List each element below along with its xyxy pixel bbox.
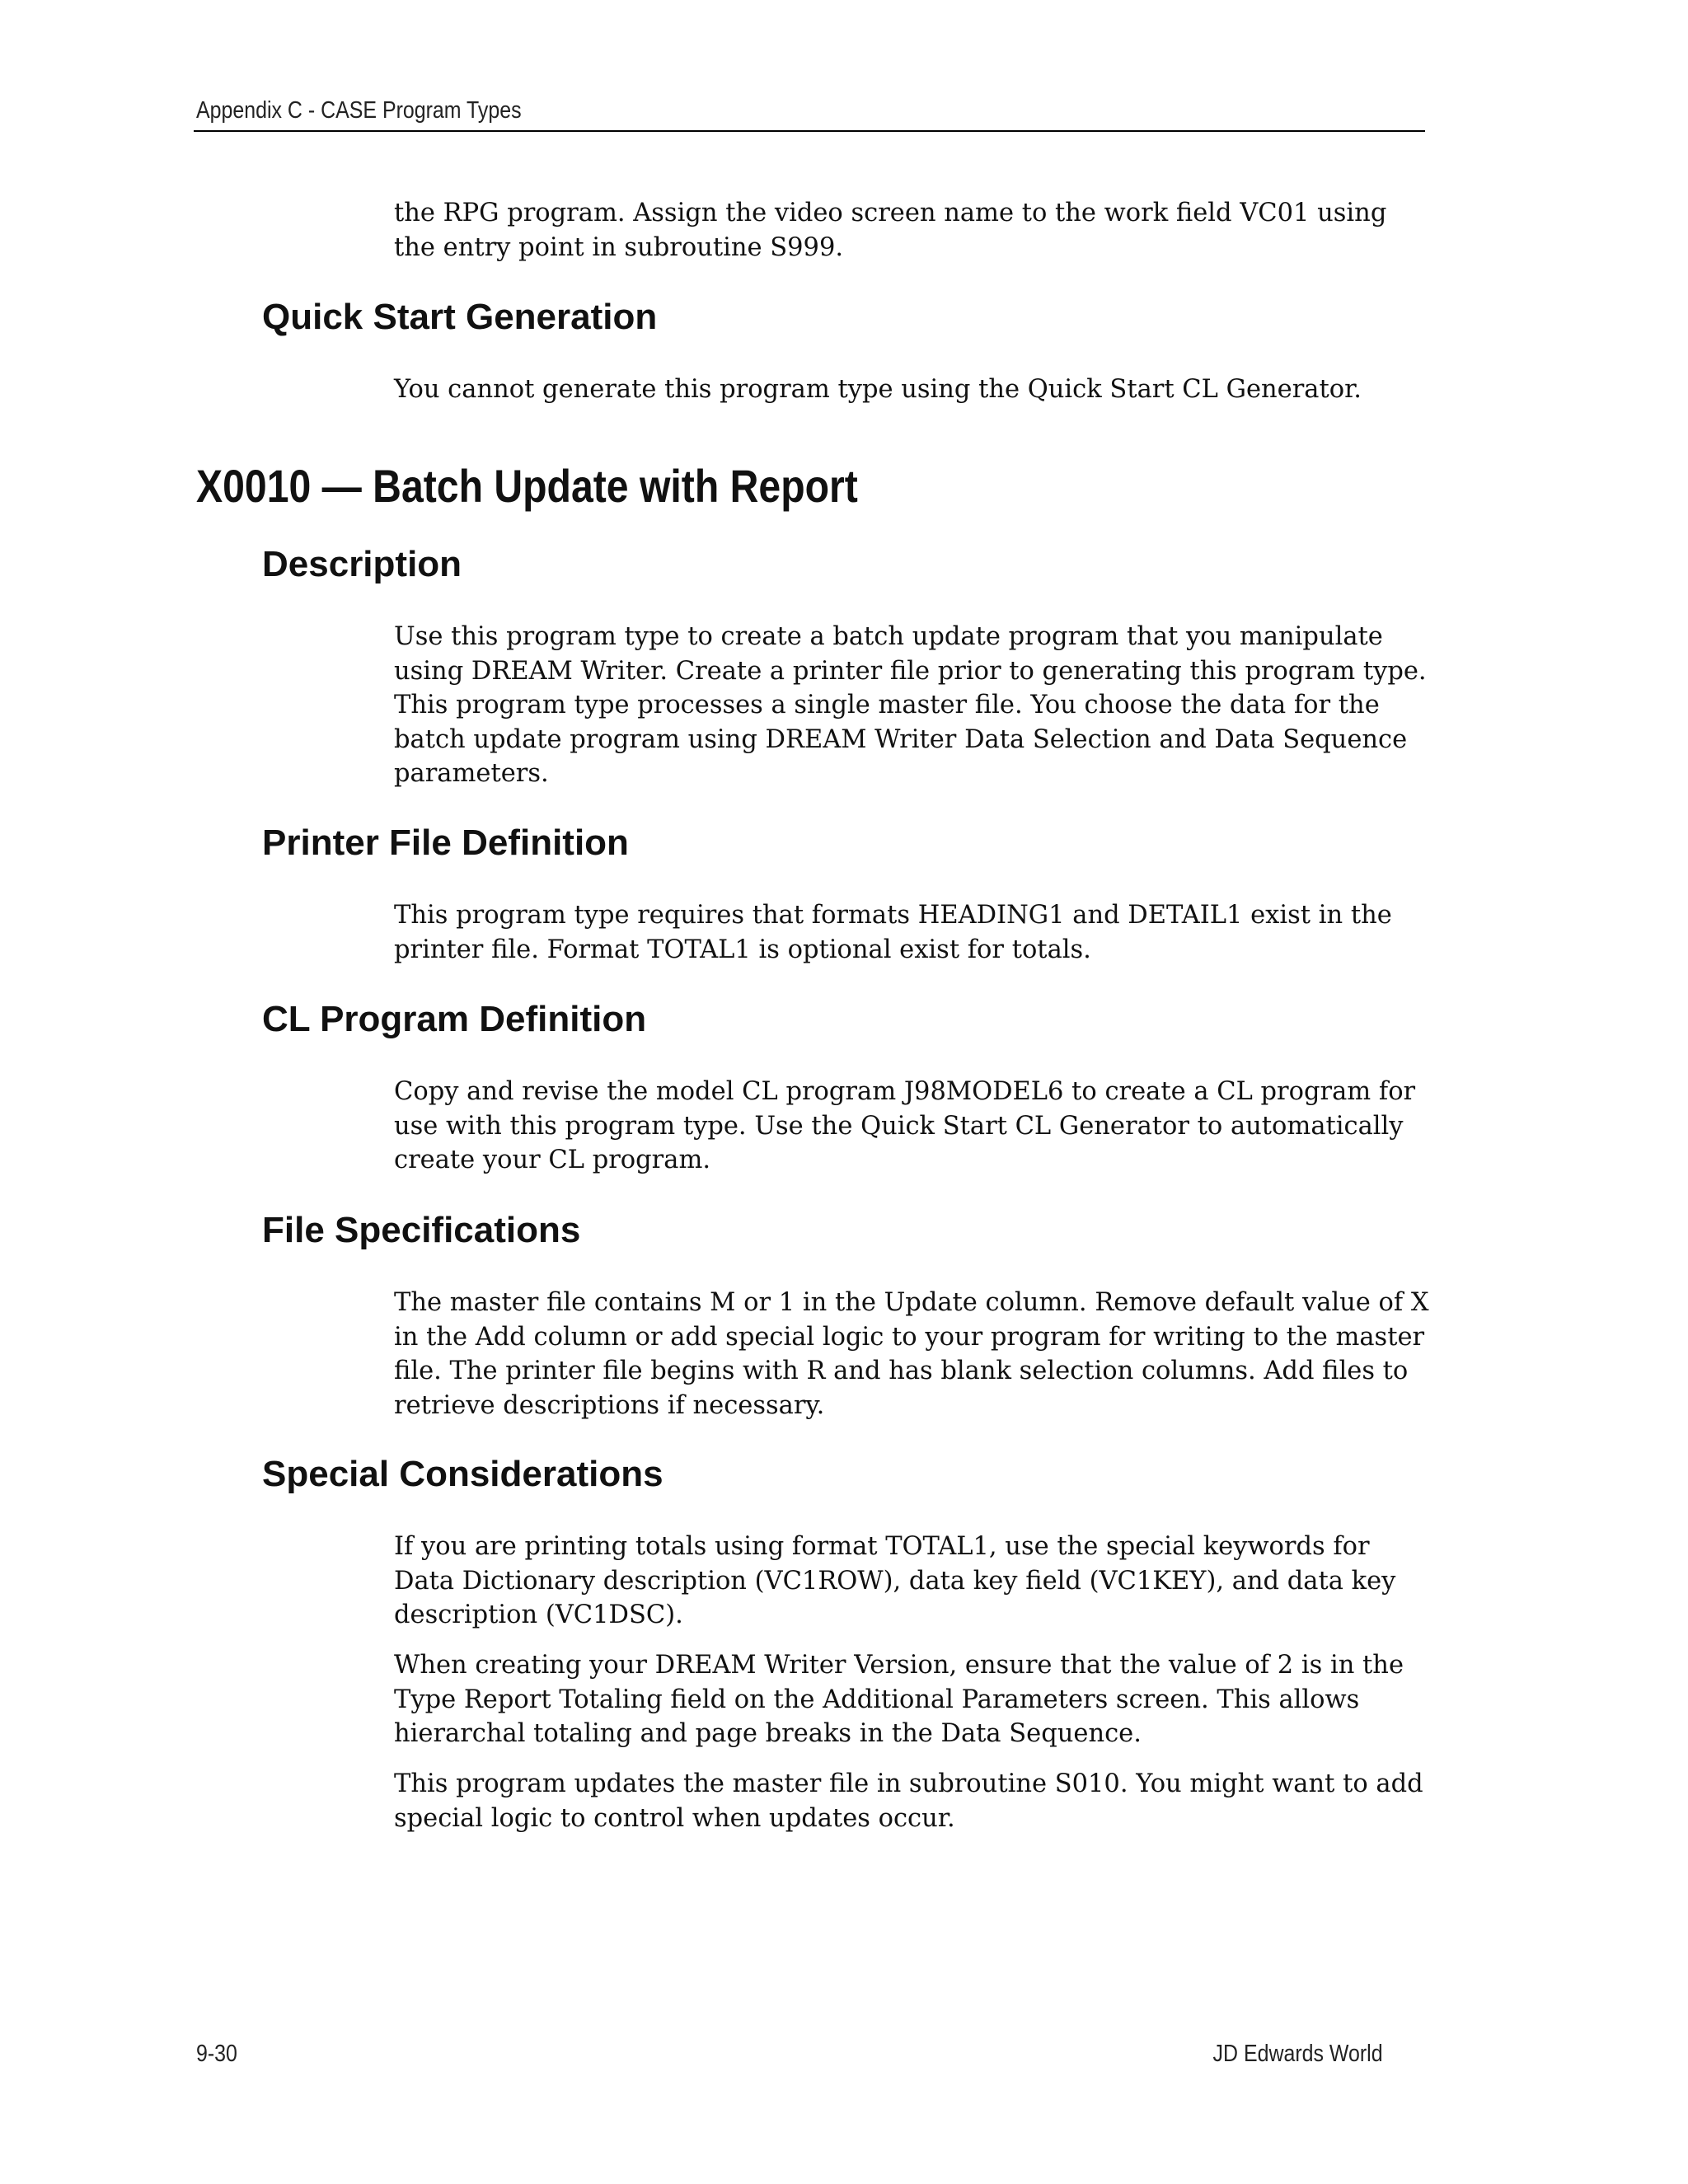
quick-start-body: You cannot generate this program type using the Quick Start CL Generator. (394, 375, 1362, 404)
printer-file-body: This program type requires that formats HEADING1 and DETAIL1 exist in the printer file. Format TOTAL1 is optional exist for totals. (394, 901, 1392, 964)
cl-program-heading: CL Program Definition (262, 999, 647, 1039)
special-considerations-para-2: When creating your DREAM Writer Version, ensure that the value of 2 is in the Type Report Totaling field on the Additional Parameters screen. This allows hierarchal totaling and page breaks in the Data Sequence. (394, 1651, 1404, 1748)
chapter-title: X0010 — Batch Update with Report (196, 460, 858, 512)
special-considerations-heading: Special Considerations (262, 1454, 663, 1494)
cl-program-body: Copy and revise the model CL program J98MODEL6 to create a CL program for use with this program type. Use the Quick Start CL Generator to automatically create your CL program. (394, 1077, 1416, 1174)
special-considerations-para-3: This program updates the master file in subroutine S010. You might want to add special logic to control when updates occur. (394, 1769, 1423, 1833)
running-header: Appendix C - CASE Program Types (196, 97, 522, 124)
file-specs-heading: File Specifications (262, 1210, 581, 1250)
page-number: 9-30 (196, 2041, 237, 2067)
file-specs-body: The master file contains M or 1 in the Update column. Remove default value of X in the Add column or add special logic to your program for writing to the master file. The printer file begins with R and has blank selection columns. Add files to retrieve descriptions if necessary. (394, 1288, 1429, 1420)
header-rule (194, 130, 1425, 132)
continued-paragraph: the RPG program. Assign the video screen name to the work field VC01 using the entry point in subroutine S999. (394, 199, 1387, 262)
quick-start-heading: Quick Start Generation (262, 297, 658, 337)
publisher-name: JD Edwards World (1212, 2041, 1383, 2067)
printer-file-heading: Printer File Definition (262, 823, 629, 863)
description-heading: Description (262, 544, 462, 584)
description-body: Use this program type to create a batch update program that you manipulate using DREAM Writer. Create a printer file prior to generating this program type. This program type processes a single master file. You choose the data for the batch update program using DREAM Writer Data Selection and Data Sequence parameters. (394, 622, 1427, 788)
special-considerations-para-1: If you are printing totals using format TOTAL1, use the special keywords for Data Dictionary description (VC1ROW), data key field (VC1KEY), and data key description (VC1DSC). (394, 1532, 1396, 1629)
